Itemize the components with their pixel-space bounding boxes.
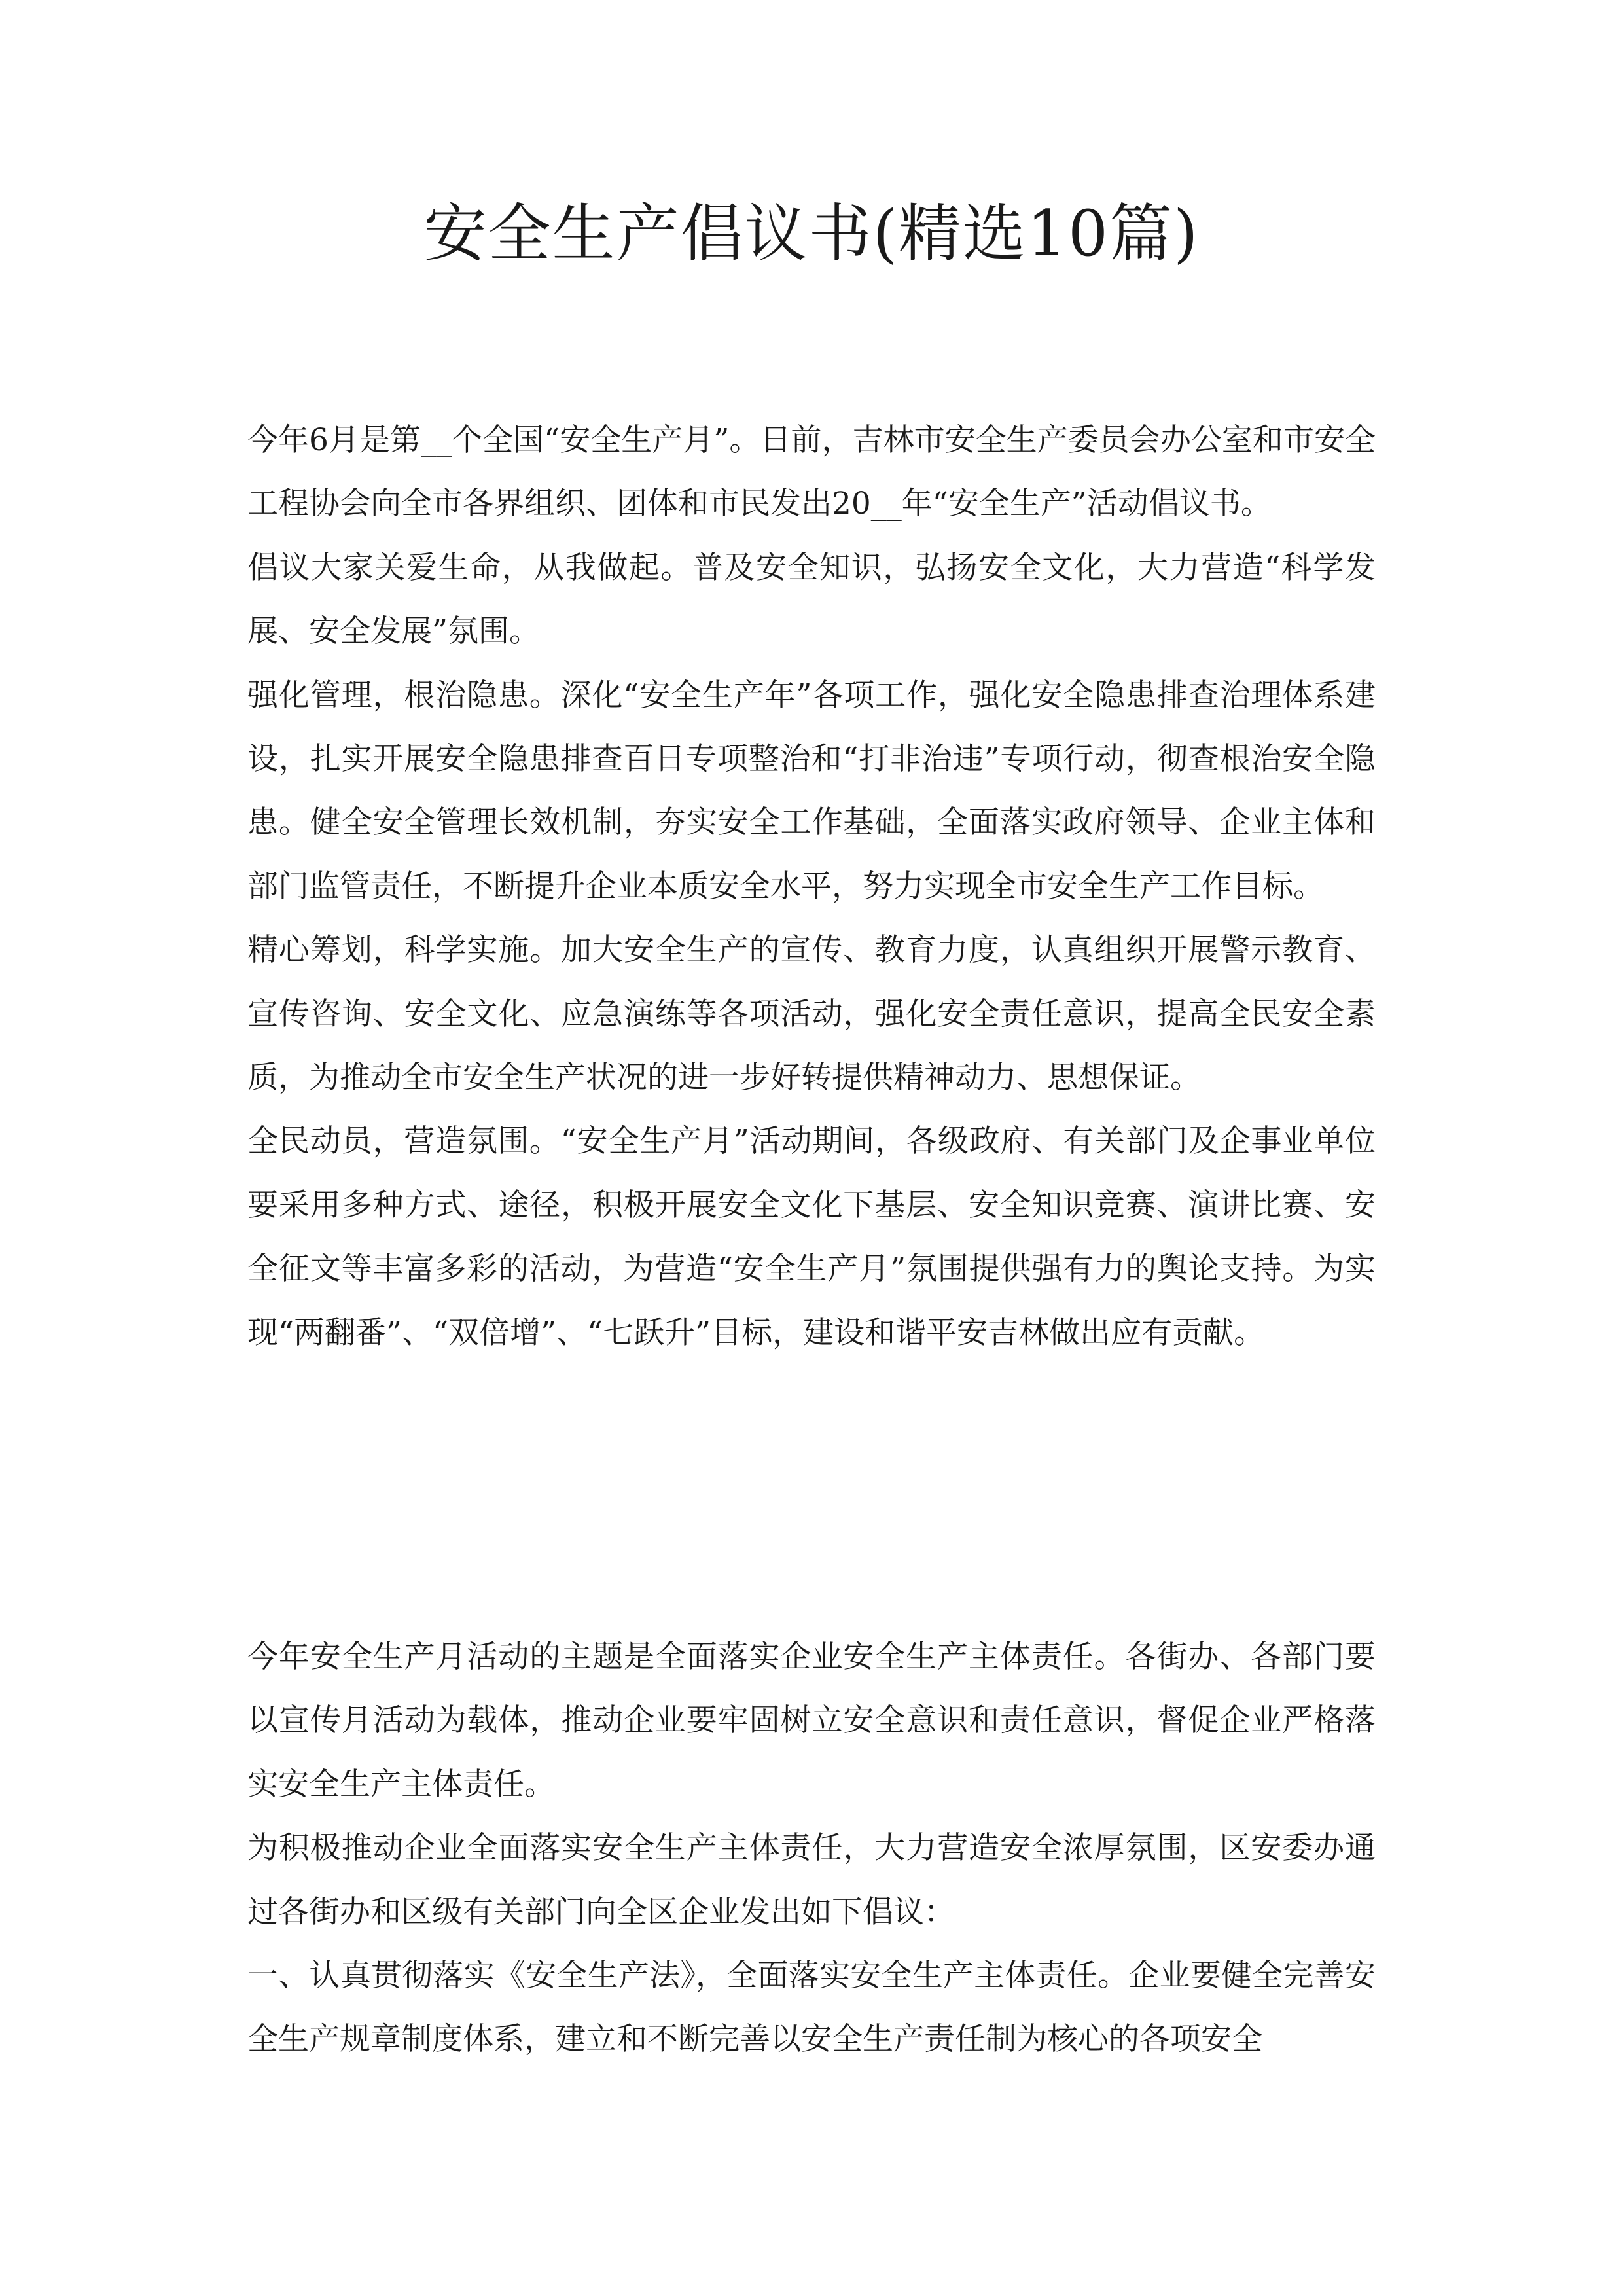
paragraph: 为积极推动企业全面落实安全生产主体责任，大力营造安全浓厚氛围，区安委办通过各街办和区级有关部门向全区企业发出如下倡议：	[247, 1830, 1376, 1930]
paragraph: 一、认真贯彻落实《安全生产法》，全面落实安全生产主体责任。企业要健全完善安全生产规章制度体系，建立和不断完善以安全生产责任制为核心的各项安全	[247, 1958, 1376, 2058]
paragraph: 强化管理，根治隐患。深化“安全生产年”各项工作，强化安全隐患排查治理体系建设，扎实开展安全隐患排查百日专项整治和“打非治违”专项行动，彻查根治安全隐患。健全安全管理长效机制，夯实安全工作基础，全面落实政府领导、企业主体和部门监管责任，不断提升企业本质安全水平，努力实现全市安全生产工作目标。	[247, 677, 1376, 905]
paragraph: 今年安全生产月活动的主题是全面落实企业安全生产主体责任。各街办、各部门要以宣传月活动为载体，推动企业要牢固树立安全意识和责任意识，督促企业严格落实安全生产主体责任。	[247, 1639, 1376, 1803]
paragraph: 全民动员，营造氛围。“安全生产月”活动期间，各级政府、有关部门及企事业单位要采用多种方式、途径，积极开展安全文化下基层、安全知识竞赛、演讲比赛、安全征文等丰富多彩的活动，为营造“安全生产月”氛围提供强有力的舆论支持。为实现“两翻番”、“双倍增”、“七跃升”目标，建设和谐平安吉林做出应有贡献。	[247, 1123, 1376, 1351]
paragraph: 今年6月是第__个全国“安全生产月”。日前，吉林市安全生产委员会办公室和市安全工程协会向全市各界组织、团体和市民发出20__年“安全生产”活动倡议书。	[247, 422, 1376, 522]
paragraph: 精心筹划，科学实施。加大安全生产的宣传、教育力度，认真组织开展警示教育、宣传咨询、安全文化、应急演练等各项活动，强化安全责任意识，提高全民安全素质，为推动全市安全生产状况的进一步好转提供精神动力、思想保证。	[247, 932, 1376, 1096]
document-title: 安全生产倡议书(精选10篇)	[423, 197, 1200, 270]
section-one	[247, 408, 1376, 1365]
paragraph: 倡议大家关爱生命，从我做起。普及安全知识，弘扬安全文化，大力营造“科学发展、安全发展”氛围。	[247, 549, 1376, 650]
section-two	[247, 1625, 1376, 2072]
